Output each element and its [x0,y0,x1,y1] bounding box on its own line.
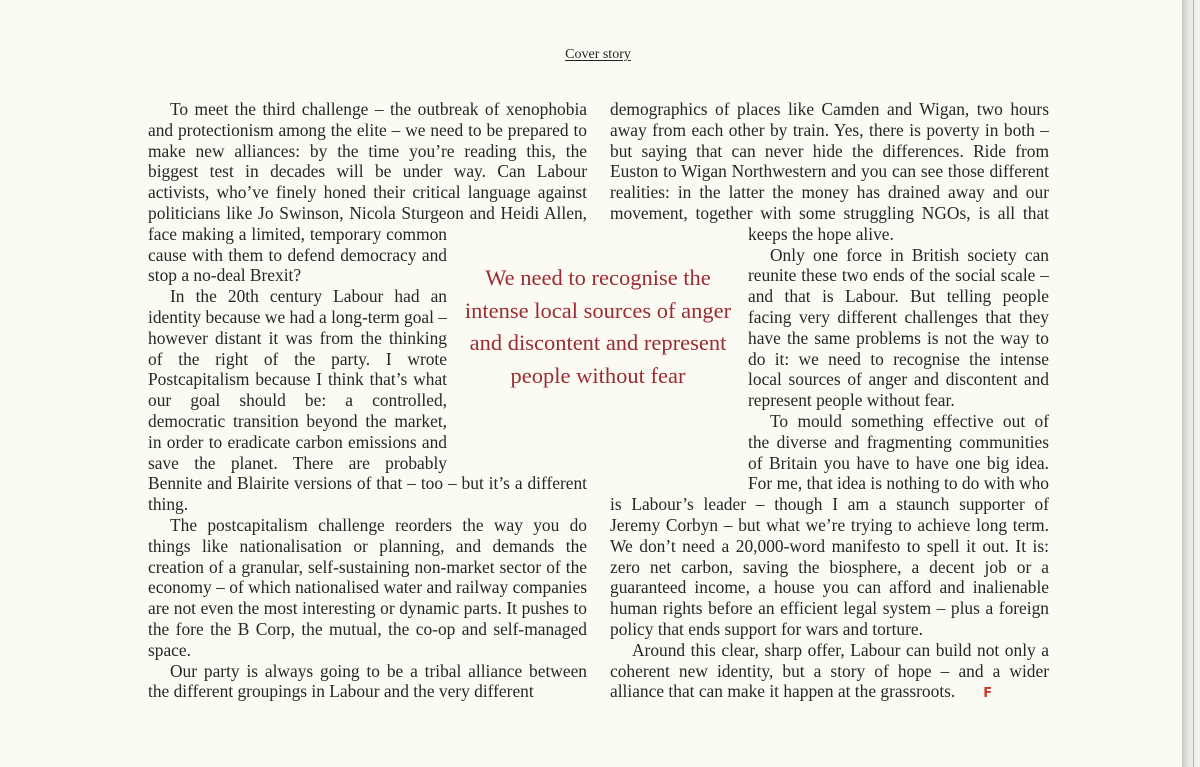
right-paragraph-4 [610,640,1049,702]
page-edge-line [1193,0,1194,767]
right-column [610,99,1049,702]
left-paragraph-3: The postcapitalism challenge reorders the way you do things like nationalisation or planning, and demands the creation of a granular, self-sustaining non-market sector of the economy – of which nationalised water and railway companies are not even the most interesting or dynamic parts. It pushes to the fore the B Corp, the mutual, the co-op and self-managed space. [148,514,587,660]
page-edge [1182,0,1200,767]
pull-quote: We need to recognise the intense local sources of anger and discontent and represent people without fear [464,265,732,388]
left-column [148,99,587,702]
end-mark-icon: F [983,686,993,702]
right-paragraph-3: To mould something effective out of the diverse and fragmenting communities of Britain you have to have one big idea. For me, that idea is nothing to do with who is Labour’s leader – though I am a staunch supporter of Jeremy Corbyn – but what we’re trying to achieve long term. We don’t need a 20,000-word manifesto to spell it out. It is: zero net carbon, saving the biosphere, a decent job or a guaranteed income, a house you can afford and inalienable human rights before an efficient legal system – plus a foreign policy that ends support for wars and torture. [610,410,1049,639]
right-paragraph-1: demographics of places like Camden and Wigan, two hours away from each other by train. Yes, there is poverty in both – but saying that can never hide the differences. Ride from Euston to Wigan Northwestern and you can see those different realities: in the latter the money has drained away and our movement, together with some struggling NGOs, is all that keeps the hope alive. [610,99,1049,244]
right-paragraph-2: Only one force in British society can reunite these two ends of the social scale – and that is Labour. But telling people facing very different challenges that they have the same problems is not the way to do it: we need to recognise the intense local sources of anger and discontent and represent people without fear. [748,244,1049,411]
left-paragraph-1: To meet the third challenge – the outbreak of xenophobia and protectionism among the elite – we need to be prepared to make new alliances: by the time you’re reading this, the biggest test in decades will be under way. Can Labour activists, who’ve finely honed their critical language against politicians like Jo Swinson, Nicola Sturgeon and Heidi Allen, face making a limited, temporary common cause with them to defend democracy and stop a no-deal Brexit? [148,99,587,286]
left-paragraph-4: Our party is always going to be a tribal alliance between the different groupings in Labour and the very different [148,660,587,702]
section-header: Cover story [565,47,631,62]
closing-text: Around this clear, sharp offer, Labour can build not only a coherent new identity, but a story of hope – and a wider alliance that can make it happen at the grassroots. [610,639,1049,702]
left-paragraph-2: In the 20th century Labour had an identity because we had a long-term goal – however distant it was from the thinking of the right of the party. I wrote Postcapitalism because I think that’s what our goal should be: a controlled, democratic transition beyond the market, in order to eradicate carbon emissions and save the planet. There are probably Bennite and Blairite versions of that – too – but it’s a different thing. [148,286,587,515]
